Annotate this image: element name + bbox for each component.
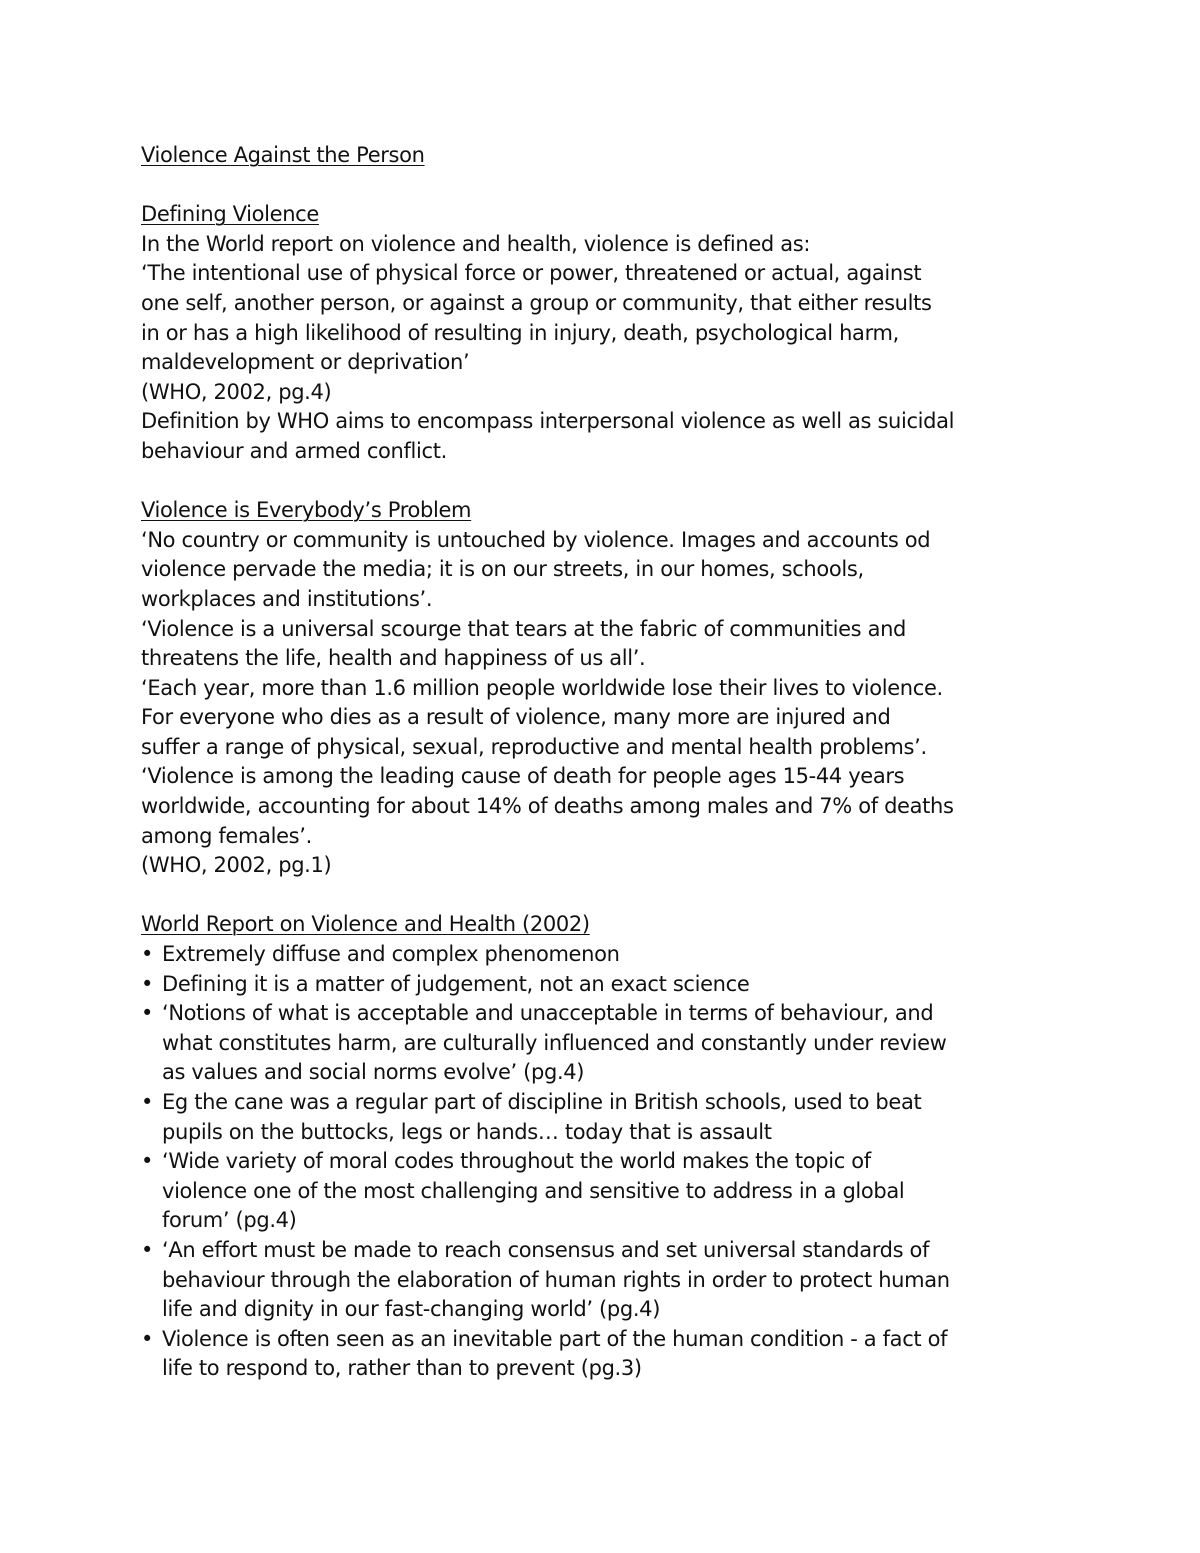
list-item-line: what constitutes harm, are culturally influenced and constantly under review (162, 1030, 947, 1055)
paragraph-line: ‘Violence is a universal scourge that tears at the fabric of communities and (141, 616, 907, 641)
list-item-line: life and dignity in our fast-changing world’ (pg.4) (162, 1297, 661, 1322)
section-heading-everybodys-problem: Violence is Everybody’s Problem (141, 498, 472, 523)
list-item-line: • ‘An effort must be made to reach consensus and set universal standards of (162, 1237, 930, 1262)
list-item (141, 1147, 1071, 1236)
paragraph-line: maldevelopment or deprivation’ (141, 350, 470, 375)
list-item (141, 970, 1071, 1000)
paragraph-line: one self, another person, or against a group or community, that either results (141, 290, 932, 315)
list-item-line: pupils on the buttocks, legs or hands… today that is assault (162, 1119, 772, 1144)
list-item-line: life to respond to, rather than to prevent (pg.3) (162, 1356, 642, 1381)
list-item (141, 1088, 1071, 1147)
blank-line (141, 467, 1071, 497)
paragraph-line: behaviour and armed conflict. (141, 438, 447, 463)
paragraph-line: ‘No country or community is untouched by violence. Images and accounts od (141, 527, 931, 552)
list-item-line: • Eg the cane was a regular part of discipline in British schools, used to beat (162, 1090, 922, 1114)
list-item-line: behaviour through the elaboration of human rights in order to protect human (162, 1267, 950, 1292)
list-item (141, 999, 1071, 1088)
paragraph-line: For everyone who dies as a result of violence, many more are injured and (141, 705, 891, 730)
blank-line (141, 881, 1071, 911)
list-item-line: • Defining it is a matter of judgement, not an exact science (162, 971, 750, 996)
list-item-line: • ‘Notions of what is acceptable and unacceptable in terms of behaviour, and (162, 1001, 934, 1026)
paragraph-line: suffer a range of physical, sexual, reproductive and mental health problems’. (141, 734, 927, 759)
list-item-line: as values and social norms evolve’ (pg.4) (162, 1060, 585, 1085)
paragraph-line: ‘Each year, more than 1.6 million people worldwide lose their lives to violence. (141, 675, 943, 700)
paragraph-line: In the World report on violence and health, violence is defined as: (141, 231, 811, 256)
bullet-list (141, 940, 1071, 1384)
paragraph-line: ‘The intentional use of physical force or power, threatened or actual, against (141, 261, 922, 286)
section-heading-defining-violence: Defining Violence (141, 202, 319, 227)
list-item (141, 1325, 1071, 1384)
blank-line (141, 171, 1071, 201)
paragraph-line: ‘Violence is among the leading cause of death for people ages 15-44 years (141, 764, 905, 789)
list-item-line: forum’ (pg.4) (162, 1208, 297, 1233)
paragraph-line: in or has a high likelihood of resulting in injury, death, psychological harm, (141, 320, 899, 345)
list-item-line: • Extremely diffuse and complex phenomenon (162, 942, 620, 967)
citation-line: (WHO, 2002, pg.1) (141, 853, 332, 878)
list-item (141, 940, 1071, 970)
document-page (141, 141, 1071, 1384)
paragraph-line: Definition by WHO aims to encompass interpersonal violence as well as suicidal (141, 409, 955, 434)
paragraph-line: threatens the life, health and happiness of us all’. (141, 646, 646, 671)
paragraph-line: worldwide, accounting for about 14% of deaths among males and 7% of deaths (141, 794, 954, 819)
paragraph-line: among females’. (141, 823, 312, 848)
list-item-line: • Violence is often seen as an inevitable part of the human condition - a fact of (162, 1326, 948, 1351)
list-item-line: • ‘Wide variety of moral codes throughout the world makes the topic of (162, 1149, 871, 1174)
list-item (141, 1236, 1071, 1325)
section-heading-world-report: World Report on Violence and Health (2002) (141, 912, 590, 937)
list-item-line: violence one of the most challenging and sensitive to address in a global (162, 1178, 905, 1203)
citation-line: (WHO, 2002, pg.4) (141, 379, 332, 404)
document-title: Violence Against the Person (141, 143, 425, 167)
paragraph-line: violence pervade the media; it is on our streets, in our homes, schools, (141, 557, 864, 582)
paragraph-line: workplaces and institutions’. (141, 586, 433, 611)
